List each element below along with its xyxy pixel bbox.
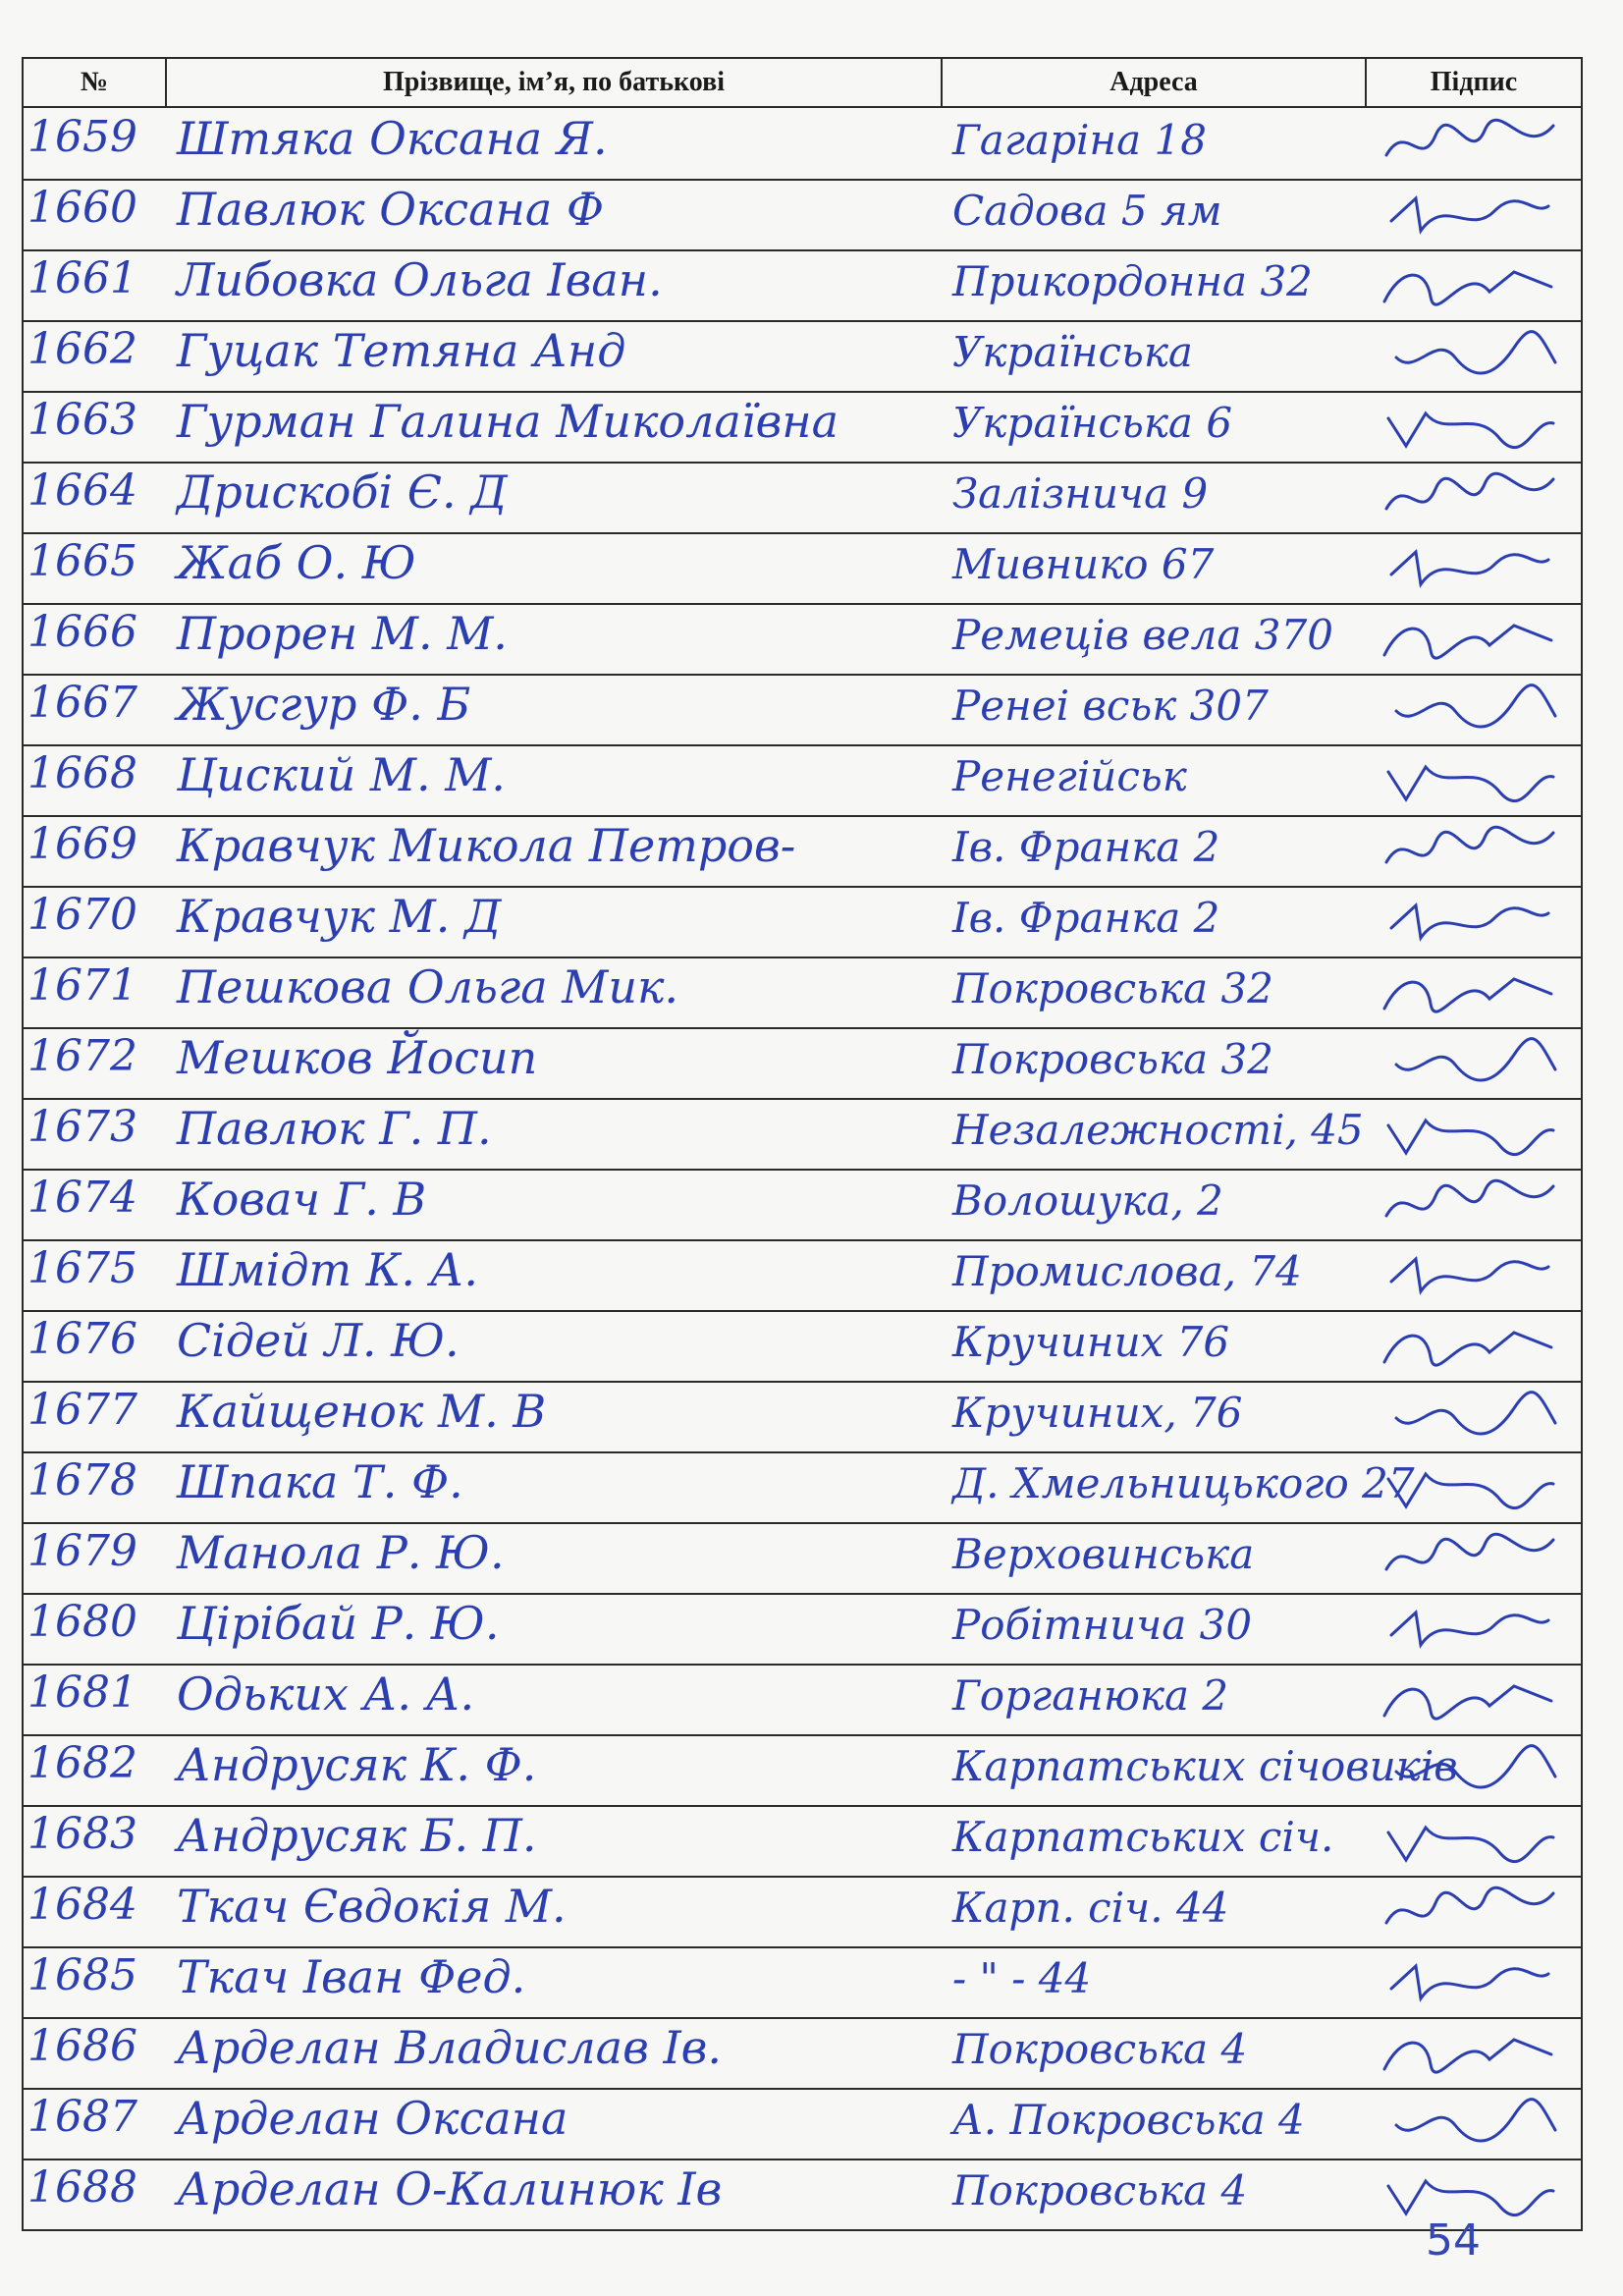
row-rule bbox=[22, 1805, 1583, 1807]
row-signature bbox=[1377, 1389, 1563, 1446]
row-number: 1676 bbox=[27, 1314, 137, 1364]
row-number: 1679 bbox=[27, 1526, 137, 1576]
row-address: А. Покровська 4 bbox=[952, 2096, 1305, 2144]
row-full-name: Гурман Галина Миколаївна bbox=[177, 395, 839, 448]
row-full-name: Андрусяк К. Ф. bbox=[177, 1738, 537, 1791]
row-full-name: Цірібай Р. Ю. bbox=[177, 1597, 500, 1650]
row-full-name: Арделан Владислав Ів. bbox=[177, 2021, 723, 2074]
row-signature bbox=[1377, 399, 1563, 456]
row-address: Ів. Франка 2 bbox=[952, 894, 1220, 942]
row-full-name: Кравчук М. Д bbox=[177, 890, 502, 943]
row-number: 1666 bbox=[27, 607, 137, 657]
row-signature bbox=[1377, 469, 1563, 526]
row-number: 1686 bbox=[27, 2021, 137, 2071]
row-full-name: Мешков Йосип bbox=[177, 1031, 538, 1084]
row-full-name: Ткач Євдокія М. bbox=[177, 1880, 567, 1933]
row-rule bbox=[22, 2088, 1583, 2090]
row-number: 1688 bbox=[27, 2162, 137, 2213]
row-rule bbox=[22, 1169, 1583, 1171]
row-number: 1670 bbox=[27, 890, 137, 940]
row-number: 1677 bbox=[27, 1385, 137, 1435]
row-full-name: Сідей Л. Ю. bbox=[177, 1314, 460, 1367]
row-rule bbox=[22, 603, 1583, 605]
row-address: Покровська 4 bbox=[952, 2025, 1248, 2073]
row-rule bbox=[22, 1239, 1583, 1241]
row-signature bbox=[1377, 2025, 1563, 2082]
row-rule bbox=[22, 1027, 1583, 1029]
row-number: 1681 bbox=[27, 1667, 137, 1718]
row-signature bbox=[1377, 964, 1563, 1021]
row-full-name: Манола Р. Ю. bbox=[177, 1526, 505, 1579]
row-address: Незалежності, 45 bbox=[952, 1106, 1364, 1154]
row-number: 1687 bbox=[27, 2092, 137, 2142]
row-full-name: Одьких А. А. bbox=[177, 1667, 475, 1721]
row-signature bbox=[1377, 1318, 1563, 1375]
row-rule bbox=[22, 2229, 1583, 2231]
row-address: Карп. січ. 44 bbox=[952, 1884, 1229, 1932]
page-number: 54 bbox=[1426, 2215, 1481, 2266]
row-number: 1678 bbox=[27, 1455, 137, 1505]
row-number: 1682 bbox=[27, 1738, 137, 1788]
row-address: Волошука, 2 bbox=[952, 1176, 1223, 1225]
row-number: 1669 bbox=[27, 819, 137, 869]
row-signature bbox=[1377, 752, 1563, 809]
row-number: 1674 bbox=[27, 1173, 137, 1223]
row-signature bbox=[1377, 1742, 1563, 1799]
row-rule bbox=[22, 1664, 1583, 1666]
row-rule bbox=[22, 2017, 1583, 2019]
row-rule bbox=[22, 1946, 1583, 1948]
row-rule bbox=[22, 1451, 1583, 1453]
row-full-name: Гуцак Тетяна Анд bbox=[177, 324, 626, 377]
row-address: Ренегійськ bbox=[952, 752, 1187, 800]
row-rule bbox=[22, 1734, 1583, 1736]
row-number: 1684 bbox=[27, 1880, 137, 1930]
row-address: Залізнича 9 bbox=[952, 469, 1209, 518]
row-full-name: Либовка Ольга Іван. bbox=[177, 253, 663, 306]
row-rule bbox=[22, 179, 1583, 181]
row-address: Українська bbox=[952, 328, 1193, 376]
row-number: 1673 bbox=[27, 1102, 137, 1152]
row-address: Д. Хмельницького 27 bbox=[952, 1459, 1415, 1507]
row-full-name: Циский М. М. bbox=[177, 748, 506, 801]
header-full-name: Прізвище, ім’я, по батькові bbox=[383, 67, 725, 97]
row-number: 1668 bbox=[27, 748, 137, 798]
row-address: Промислова, 74 bbox=[952, 1247, 1302, 1295]
row-full-name: Арделан О-Калинюк Ів bbox=[177, 2162, 723, 2215]
row-signature bbox=[1377, 682, 1563, 738]
row-address: Ів. Франка 2 bbox=[952, 823, 1220, 871]
row-address: Верховинська bbox=[952, 1530, 1255, 1578]
row-rule bbox=[22, 957, 1583, 958]
row-address: Карпатських січовиків bbox=[952, 1742, 1458, 1790]
row-signature bbox=[1377, 894, 1563, 951]
row-signature bbox=[1377, 540, 1563, 597]
row-address: Покровська 32 bbox=[952, 1035, 1273, 1083]
row-rule bbox=[22, 1098, 1583, 1100]
header-number: № bbox=[80, 67, 109, 97]
row-number: 1667 bbox=[27, 678, 137, 728]
row-rule bbox=[22, 1522, 1583, 1524]
row-rule bbox=[22, 320, 1583, 322]
row-signature bbox=[1377, 1247, 1563, 1304]
row-rule bbox=[22, 249, 1583, 251]
row-signature bbox=[1377, 611, 1563, 668]
row-full-name: Ткач Іван Фед. bbox=[177, 1950, 526, 2003]
row-full-name: Жаб О. Ю bbox=[177, 536, 416, 589]
row-rule bbox=[22, 674, 1583, 676]
row-number: 1683 bbox=[27, 1809, 137, 1859]
row-full-name: Павлюк Оксана Ф bbox=[177, 183, 605, 236]
row-signature bbox=[1377, 1671, 1563, 1728]
row-signature bbox=[1377, 1813, 1563, 1870]
row-number: 1660 bbox=[27, 183, 137, 233]
row-address: Садова 5 ям bbox=[952, 187, 1222, 235]
row-full-name: Кравчук Микола Петров- bbox=[177, 819, 796, 872]
header-signature: Підпис bbox=[1430, 67, 1518, 97]
row-address: Прикордонна 32 bbox=[952, 257, 1313, 305]
row-address: Гагаріна 18 bbox=[952, 116, 1207, 164]
row-number: 1659 bbox=[27, 112, 137, 162]
row-rule bbox=[22, 2159, 1583, 2160]
row-rule bbox=[22, 1310, 1583, 1312]
row-number: 1665 bbox=[27, 536, 137, 586]
row-address: Ремеців вела 370 bbox=[952, 611, 1333, 659]
row-address: Мивнико 67 bbox=[952, 540, 1215, 588]
row-address: Покровська 4 bbox=[952, 2166, 1248, 2214]
row-signature bbox=[1377, 1601, 1563, 1658]
header-address: Адреса bbox=[1109, 67, 1198, 97]
row-full-name: Пешкова Ольга Мик. bbox=[177, 960, 679, 1013]
row-full-name: Ковач Г. В bbox=[177, 1173, 427, 1226]
row-full-name: Прорен М. М. bbox=[177, 607, 508, 660]
row-rule bbox=[22, 391, 1583, 393]
row-rule bbox=[22, 532, 1583, 534]
row-full-name: Жусгур Ф. Б bbox=[177, 678, 471, 731]
row-full-name: Дрискобі Є. Д bbox=[177, 465, 508, 519]
row-address: Карпатських січ. bbox=[952, 1813, 1334, 1861]
row-address: Робітнича 30 bbox=[952, 1601, 1253, 1649]
row-address: Ренеі вськ 307 bbox=[952, 682, 1269, 730]
row-rule bbox=[22, 1381, 1583, 1383]
row-rule bbox=[22, 462, 1583, 464]
row-number: 1680 bbox=[27, 1597, 137, 1647]
row-full-name: Павлюк Г. П. bbox=[177, 1102, 492, 1155]
row-signature bbox=[1377, 1106, 1563, 1163]
row-signature bbox=[1377, 2096, 1563, 2153]
table-right-border bbox=[1581, 57, 1583, 2229]
row-signature bbox=[1377, 257, 1563, 314]
row-rule bbox=[22, 815, 1583, 817]
row-address: Кручиних 76 bbox=[952, 1318, 1230, 1366]
row-number: 1675 bbox=[27, 1243, 137, 1293]
row-full-name: Шмідт К. А. bbox=[177, 1243, 479, 1296]
row-rule bbox=[22, 744, 1583, 746]
row-signature bbox=[1377, 823, 1563, 880]
row-number: 1671 bbox=[27, 960, 137, 1011]
row-signature bbox=[1377, 1530, 1563, 1587]
row-signature bbox=[1377, 1176, 1563, 1233]
table-left-border bbox=[22, 57, 24, 2229]
row-address: Горганюка 2 bbox=[952, 1671, 1229, 1720]
row-signature bbox=[1377, 1035, 1563, 1092]
row-rule bbox=[22, 1593, 1583, 1595]
row-number: 1664 bbox=[27, 465, 137, 516]
row-number: 1685 bbox=[27, 1950, 137, 2000]
row-address: Українська 6 bbox=[952, 399, 1233, 447]
row-full-name: Андрусяк Б. П. bbox=[177, 1809, 537, 1862]
row-number: 1661 bbox=[27, 253, 137, 303]
row-signature bbox=[1377, 116, 1563, 173]
row-number: 1662 bbox=[27, 324, 137, 374]
row-signature bbox=[1377, 1954, 1563, 2011]
row-signature bbox=[1377, 328, 1563, 385]
row-full-name: Штяка Оксана Я. bbox=[177, 112, 608, 165]
row-address: Кручиних, 76 bbox=[952, 1389, 1243, 1437]
row-rule bbox=[22, 1876, 1583, 1878]
row-address: Покровська 32 bbox=[952, 964, 1273, 1012]
row-number: 1672 bbox=[27, 1031, 137, 1081]
row-signature bbox=[1377, 187, 1563, 244]
row-signature bbox=[1377, 1459, 1563, 1516]
row-rule bbox=[22, 886, 1583, 888]
row-number: 1663 bbox=[27, 395, 137, 445]
row-full-name: Арделан Оксана bbox=[177, 2092, 568, 2145]
row-signature bbox=[1377, 1884, 1563, 1941]
row-address: - " - 44 bbox=[952, 1954, 1092, 2002]
row-full-name: Кайщенок М. В bbox=[177, 1385, 547, 1438]
row-full-name: Шпака Т. Ф. bbox=[177, 1455, 463, 1508]
